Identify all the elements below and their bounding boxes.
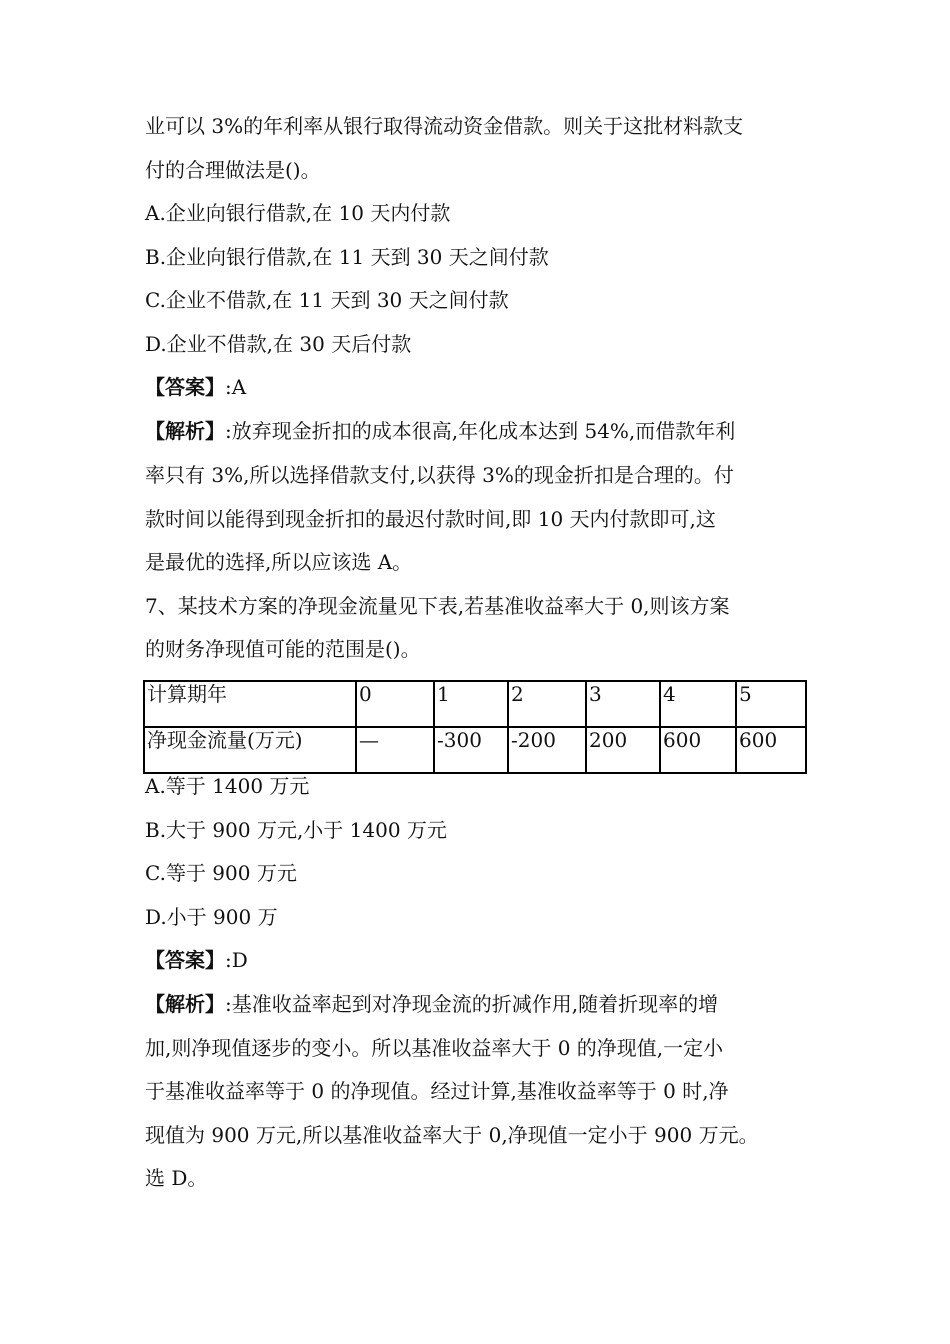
q6-option-a: A.企业向银行借款,在 10 天内付款	[145, 201, 451, 225]
q7-answer-label: 【答案】	[145, 948, 225, 972]
q6-analysis-text-1: :放弃现金折扣的成本很高,年化成本达到 54%,而借款年利	[225, 419, 736, 443]
q6-analysis-line-1	[145, 417, 735, 445]
q7-answer	[145, 946, 248, 974]
table-cell: 净现金流量(万元)	[144, 727, 356, 773]
q7-option-c: C.等于 900 万元	[145, 861, 297, 885]
table-cell: 0	[356, 681, 434, 727]
q6-option-b: B.企业向银行借款,在 11 天到 30 天之间付款	[145, 245, 549, 269]
q6-analysis-line-2: 率只有 3%,所以选择借款支付,以获得 3%的现金折扣是合理的。付	[145, 463, 734, 487]
table-cell: 2	[508, 681, 586, 727]
q7-analysis-text-1: :基准收益率起到对净现金流的折减作用,随着折现率的增	[225, 992, 719, 1016]
table-cell: -300	[434, 727, 508, 773]
q6-option-d: D.企业不借款,在 30 天后付款	[145, 332, 412, 356]
q7-analysis-line-1	[145, 990, 718, 1018]
q6-stem-line-2: 付的合理做法是()。	[145, 158, 321, 182]
table-cell: 3	[586, 681, 660, 727]
table-header-row	[144, 681, 806, 727]
q7-answer-value: :D	[225, 948, 248, 972]
q7-option-d: D.小于 900 万	[145, 905, 278, 929]
q7-option-a: A.等于 1400 万元	[145, 774, 310, 798]
q6-option-c: C.企业不借款,在 11 天到 30 天之间付款	[145, 288, 509, 312]
q6-answer-label: 【答案】	[145, 375, 225, 399]
q7-analysis-line-3: 于基准收益率等于 0 的净现值。经过计算,基准收益率等于 0 时,净	[145, 1079, 729, 1103]
q7-analysis-line-4: 现值为 900 万元,所以基准收益率大于 0,净现值一定小于 900 万元。	[145, 1123, 759, 1147]
table-cell: 4	[660, 681, 736, 727]
q6-analysis-label: 【解析】	[145, 419, 225, 443]
table-cell: 计算期年	[144, 681, 356, 727]
q7-analysis-line-5: 选 D。	[145, 1166, 208, 1190]
table-cell: 1	[434, 681, 508, 727]
q7-stem-line-1: 7、某技术方案的净现金流量见下表,若基准收益率大于 0,则该方案	[145, 594, 730, 618]
table-cell: 5	[736, 681, 806, 727]
q6-stem-line-1: 业可以 3%的年利率从银行取得流动资金借款。则关于这批材料款支	[145, 114, 744, 138]
q7-option-b: B.大于 900 万元,小于 1400 万元	[145, 818, 447, 842]
q7-analysis-label: 【解析】	[145, 992, 225, 1016]
cash-flow-table	[143, 680, 807, 774]
q7-stem-line-2: 的财务净现值可能的范围是()。	[145, 637, 421, 661]
table-cell: -200	[508, 727, 586, 773]
table-cell: 600	[736, 727, 806, 773]
q6-answer-value: :A	[225, 375, 247, 399]
q6-analysis-line-4: 是最优的选择,所以应该选 A。	[145, 550, 413, 574]
q6-analysis-line-3: 款时间以能得到现金折扣的最迟付款时间,即 10 天内付款即可,这	[145, 507, 716, 531]
q6-answer	[145, 373, 246, 401]
table-cell: —	[356, 727, 434, 773]
table-cell: 200	[586, 727, 660, 773]
table-cell: 600	[660, 727, 736, 773]
q7-analysis-line-2: 加,则净现值逐步的变小。所以基准收益率大于 0 的净现值,一定小	[145, 1036, 724, 1060]
table-row	[144, 727, 806, 773]
